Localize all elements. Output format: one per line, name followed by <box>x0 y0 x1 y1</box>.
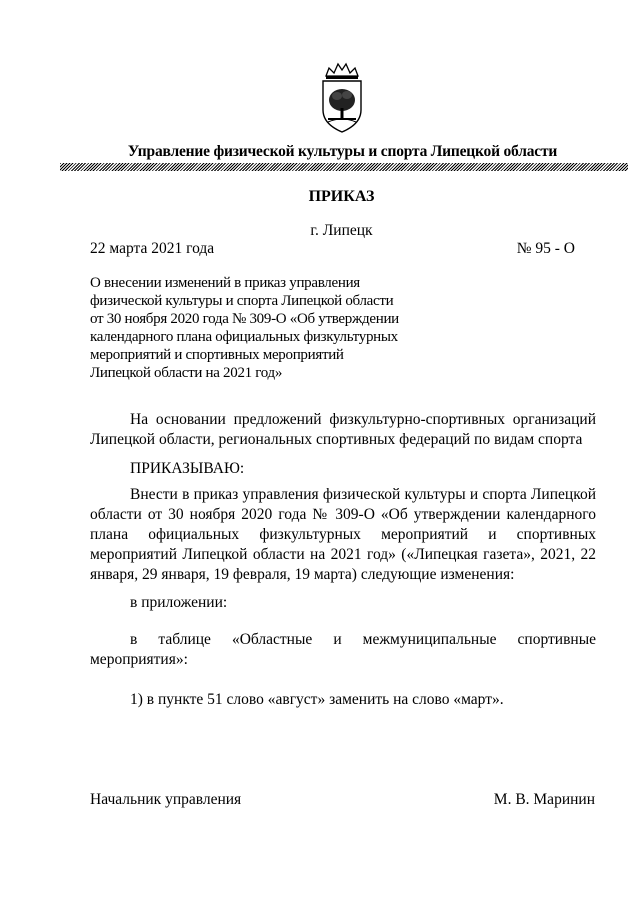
signatory-name: М. В. Маринин <box>493 791 595 808</box>
table-reference-paragraph: в таблице «Областные и межмуниципальные спортивные мероприятия»: <box>90 631 596 668</box>
document-type: ПРИКАЗ <box>308 188 375 205</box>
basis-paragraph: На основании предложений физкультурно-спортивных организаций Липецкой области, региональных спортивных федераций по видам спорта <box>90 411 596 448</box>
lipetsk-coat-of-arms-icon <box>320 58 364 136</box>
change-item-1: 1) в пункте 51 слово «август» заменить на слово «март». <box>130 691 504 708</box>
document-number: № 95 - О <box>516 240 575 257</box>
document-subject: О внесении изменений в приказ управления физической культуры и спорта Липецкой области от 30 ноября 2020 года № 309-О «Об утверждении календарного плана официальных физкультурных мероприятий и спортивных мероприятий Липецкой области на 2021 год» <box>90 275 399 381</box>
header-divider <box>60 163 628 171</box>
signatory-position: Начальник управления <box>90 791 242 808</box>
main-paragraph: Внести в приказ управления физической культуры и спорта Липецкой области от 30 ноября 2020 года № 309-О «Об утверждении календарного плана официальных физкультурных мероприятий и спортивных мероприятий Липецкой области на 2021 год» («Липецкая газета», 2021, 22 января, 29 января, 19 февраля, 19 марта) следующие изменения: <box>90 486 596 583</box>
document-date: 22 марта 2021 года <box>90 240 215 257</box>
appendix-paragraph: в приложении: <box>130 594 228 611</box>
document-city: г. Липецк <box>310 222 373 239</box>
order-word: ПРИКАЗЫВАЮ: <box>130 460 245 477</box>
organization-title: Управление физической культуры и спорта Липецкой области <box>127 143 558 160</box>
